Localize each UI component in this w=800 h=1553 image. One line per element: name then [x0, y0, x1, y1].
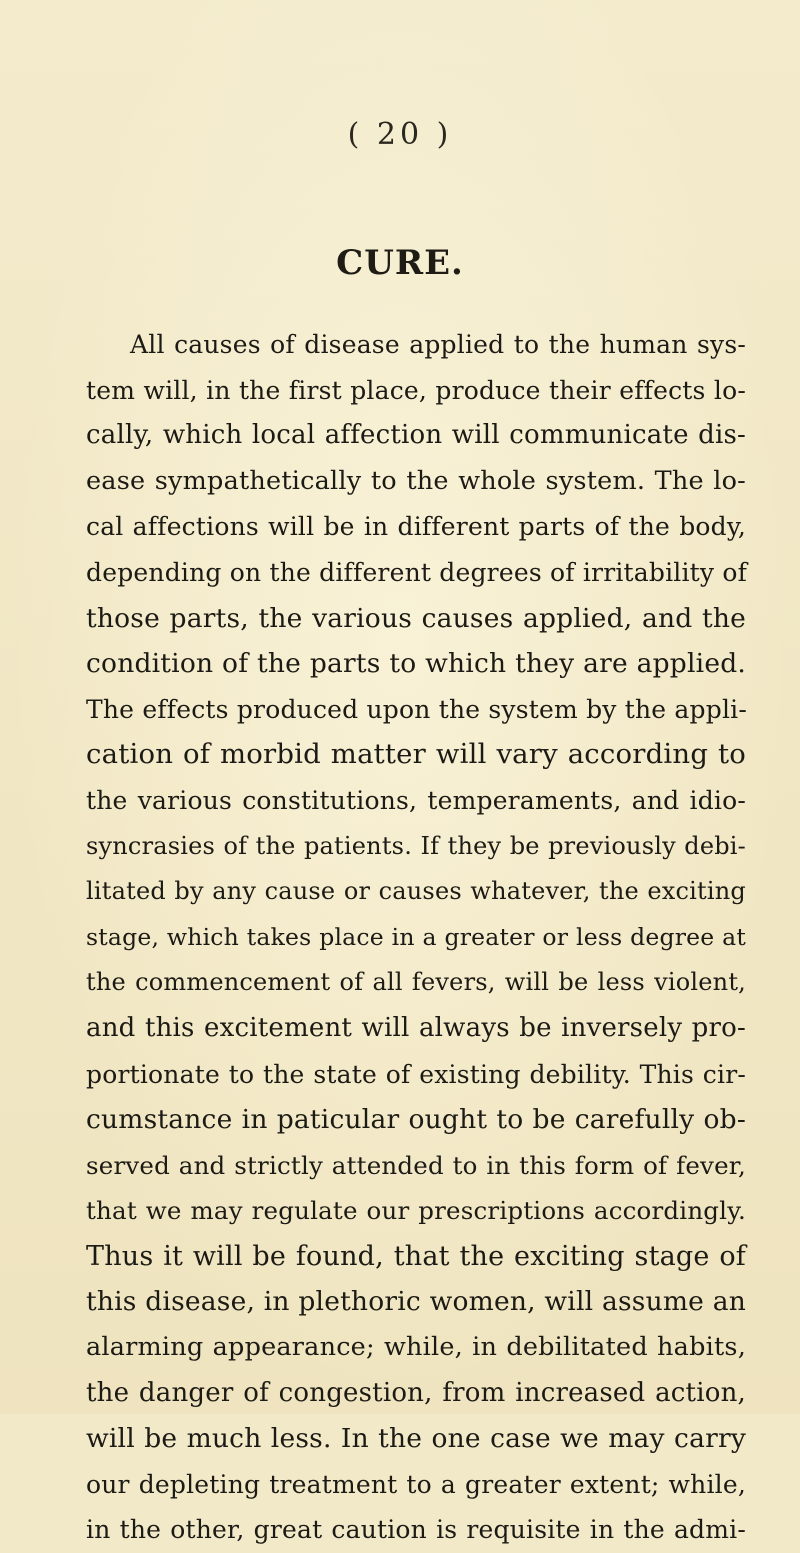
- text-line: our depleting treatment to a greater extent; while,: [86, 1469, 746, 1499]
- text-line: stage, which takes place in a greater or less degree at: [86, 922, 746, 951]
- text-line: depending on the different degrees of irritability of: [86, 557, 748, 587]
- text-line: Thus it will be found, that the exciting stage of: [86, 1240, 746, 1272]
- text-line: the danger of congestion, from increased action,: [86, 1377, 746, 1408]
- text-line: portionate to the state of existing debility. This cir-: [86, 1059, 746, 1089]
- text-line: cation of morbid matter will vary according to: [86, 738, 746, 771]
- text-line: The effects produced upon the system by the appli-: [86, 694, 747, 724]
- text-line: those parts, the various causes applied, and the: [86, 602, 746, 634]
- text-line: the commencement of all fevers, will be less violent,: [86, 968, 746, 997]
- text-line: litated by any cause or causes whatever, the exciting: [86, 877, 746, 906]
- text-line: this disease, in plethoric women, will assume an: [86, 1286, 746, 1318]
- text-line: served and strictly attended to in this form of fever,: [86, 1150, 746, 1180]
- text-line: All causes of disease applied to the human sys-: [130, 330, 746, 359]
- text-line: the various constitutions, temperaments, and idio-: [86, 785, 746, 815]
- text-line: alarming appearance; while, in debilitated habits,: [86, 1332, 746, 1363]
- text-line: that we may regulate our prescriptions accordingly.: [86, 1196, 746, 1226]
- body-text: [86, 322, 746, 1553]
- text-line: in the other, great caution is requisite in the admi-: [86, 1515, 746, 1545]
- text-line: cal affections will be in different parts of the body,: [86, 512, 746, 542]
- section-heading: CURE.: [336, 243, 464, 283]
- text-line: will be much less. In the one case we may carry: [86, 1423, 746, 1455]
- page-number: ( 20 ): [347, 117, 453, 152]
- text-line: and this excitement will always be inversely pro-: [86, 1012, 746, 1043]
- text-line: cumstance in paticular ought to be carefully ob-: [86, 1104, 746, 1136]
- text-line: ease sympathetically to the whole system. The lo-: [86, 465, 746, 496]
- text-line: condition of the parts to which they are applied.: [86, 648, 746, 680]
- text-line: tem will, in the first place, produce their effects lo-: [86, 375, 746, 405]
- text-line: syncrasies of the patients. If they be previously debi-: [86, 831, 746, 860]
- text-line: cally, which local affection will communicate dis-: [86, 420, 746, 451]
